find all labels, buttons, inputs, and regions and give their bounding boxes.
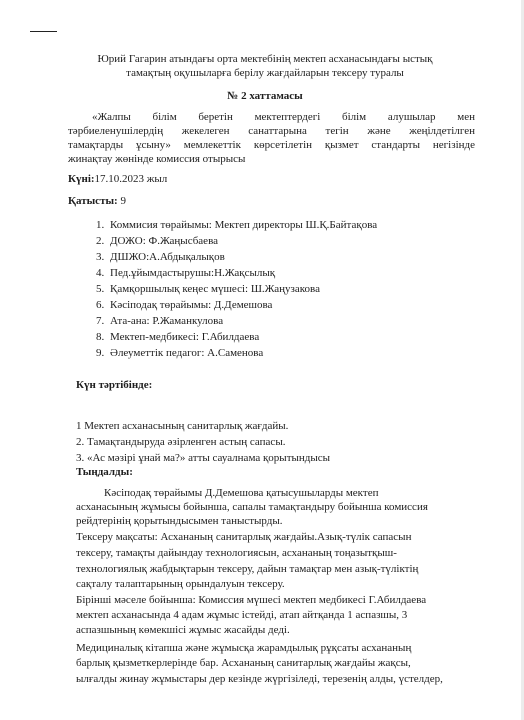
- listened-line: Бірінші мәселе бойынша: Комиссия мүшесі мектеп медбикесі Г.Абилдаева: [76, 594, 427, 606]
- participant-number: 3.: [96, 251, 105, 263]
- listened-title: Тыңдалды:: [76, 466, 133, 478]
- agenda-title: Күн тәртібінде:: [76, 379, 153, 391]
- listened-line: тексеру, тамақты дайындау технологиясын, асхананың тоңазытқыш-: [76, 547, 397, 559]
- intro-line-4: жинақтау жөнінде комиссия отырысы: [68, 153, 246, 165]
- participant-number: 5.: [96, 283, 105, 295]
- attendance-row: [68, 194, 126, 208]
- participant-item: [96, 218, 377, 232]
- listened-line: барлық қызметкерлерінде бар. Асхананың санитарлық жағдайы жақсы,: [76, 657, 411, 669]
- listened-line: асханасының жұмысы бойынша, сапалы тамақтандыру бойынша комиссия: [76, 501, 428, 513]
- participant-item: [96, 298, 272, 312]
- scan-mark-line: [30, 31, 57, 32]
- participant-item: [96, 330, 259, 344]
- participant-text: ДШЖО:А.Абдықалықов: [110, 251, 225, 263]
- participant-text: Коммисия төрайымы: Мектеп директоры Ш.Қ.Байтақова: [110, 219, 378, 231]
- listened-line: Медициналық кітапша және жұмысқа жарамдылық рұқсаты асхананың: [76, 642, 412, 654]
- participant-text: Мектеп-медбикесі: Г.Абилдаева: [110, 331, 260, 343]
- participant-item: [96, 346, 263, 360]
- participant-item: [96, 250, 225, 264]
- title-line-1: Юрий Гагарин атындағы орта мектебінің мектеп асханасындағы ыстық: [97, 53, 433, 65]
- listened-line: мектеп асханасында 4 адам жұмыс істейді, атап айтқанда 1 аспазшы, 3: [76, 609, 408, 621]
- attendance-label: Қатысты:: [68, 195, 118, 207]
- intro-line-1: «Жалпы білім беретін мектептердегі білім алушылар мен: [92, 111, 475, 123]
- attendance-value: 9: [117, 195, 126, 207]
- participant-item: [96, 314, 223, 328]
- listened-line: сақталу талаптарының орындалуын тексеру.: [76, 578, 285, 590]
- participant-text: Әлеуметтік педагог: А.Саменова: [110, 347, 264, 359]
- participant-text: Ата-ана: Р.Жаманкулова: [110, 315, 224, 327]
- participant-text: Қамқоршылық кеңес мүшесі: Ш.Жаңузакова: [110, 283, 320, 295]
- participant-number: 1.: [96, 219, 105, 231]
- participant-item: [96, 234, 218, 248]
- agenda-item: 2. Тамақтандыруда әзірленген астың сапасы.: [76, 436, 286, 448]
- listened-line: аспазшының көмекшісі жұмыс жасайды деді.: [76, 624, 290, 636]
- participant-text: Пед.ұйымдастырушы:Н.Жақсылық: [110, 267, 276, 279]
- date-row: [68, 172, 167, 186]
- intro-line-3: тамақтарды ұсыну» мемлекеттік көрсетілетін қызмет стандарты негізінде: [68, 139, 475, 151]
- protocol-number: № 2 хаттамасы: [227, 90, 303, 102]
- agenda-item: 3. «Ас мәзірі ұнай ма?» атты сауалнама қорытындысы: [76, 452, 331, 464]
- participant-text: Кәсіподақ төрайымы: Д.Демешова: [110, 299, 273, 311]
- participant-number: 4.: [96, 267, 105, 279]
- listened-line: технологиялық жабдықтарын тексеру, дайын тамақтар мен азық-түліктің: [76, 563, 419, 575]
- title-line-2: тамақтың оқушыларға берілу жағдайларын тексеру туралы: [126, 67, 404, 79]
- listened-line: Кәсіподақ төрайымы Д.Демешова қатысушыларды мектеп: [104, 487, 379, 499]
- participant-item: [96, 266, 275, 280]
- participant-number: 2.: [96, 235, 105, 247]
- listened-line: Тексеру мақсаты: Асхананың санитарлық жағдайы.Азық-түлік сапасын: [76, 531, 412, 543]
- date-value: 17.10.2023 жыл: [94, 173, 168, 185]
- participant-number: 8.: [96, 331, 105, 343]
- participant-number: 6.: [96, 299, 105, 311]
- participant-number: 9.: [96, 347, 105, 359]
- participant-text: ДОЖО: Ф.Жаңысбаева: [110, 235, 218, 247]
- date-label: Күні:: [68, 173, 95, 185]
- listened-line: рейдтерінің қорытындысымен таныстырды.: [76, 515, 283, 527]
- listened-line: ылғалды жинау жұмыстары дер кезінде жүргізіледі, терезенің алды, үстелдер,: [76, 673, 443, 685]
- participant-item: [96, 282, 320, 296]
- agenda-item: 1 Мектеп асханасының санитарлық жағдайы.: [76, 420, 289, 432]
- intro-line-2: тәрбиеленушілердің жекелеген санаттарына тегін және жеңілдетілген: [68, 125, 475, 137]
- participant-number: 7.: [96, 315, 105, 327]
